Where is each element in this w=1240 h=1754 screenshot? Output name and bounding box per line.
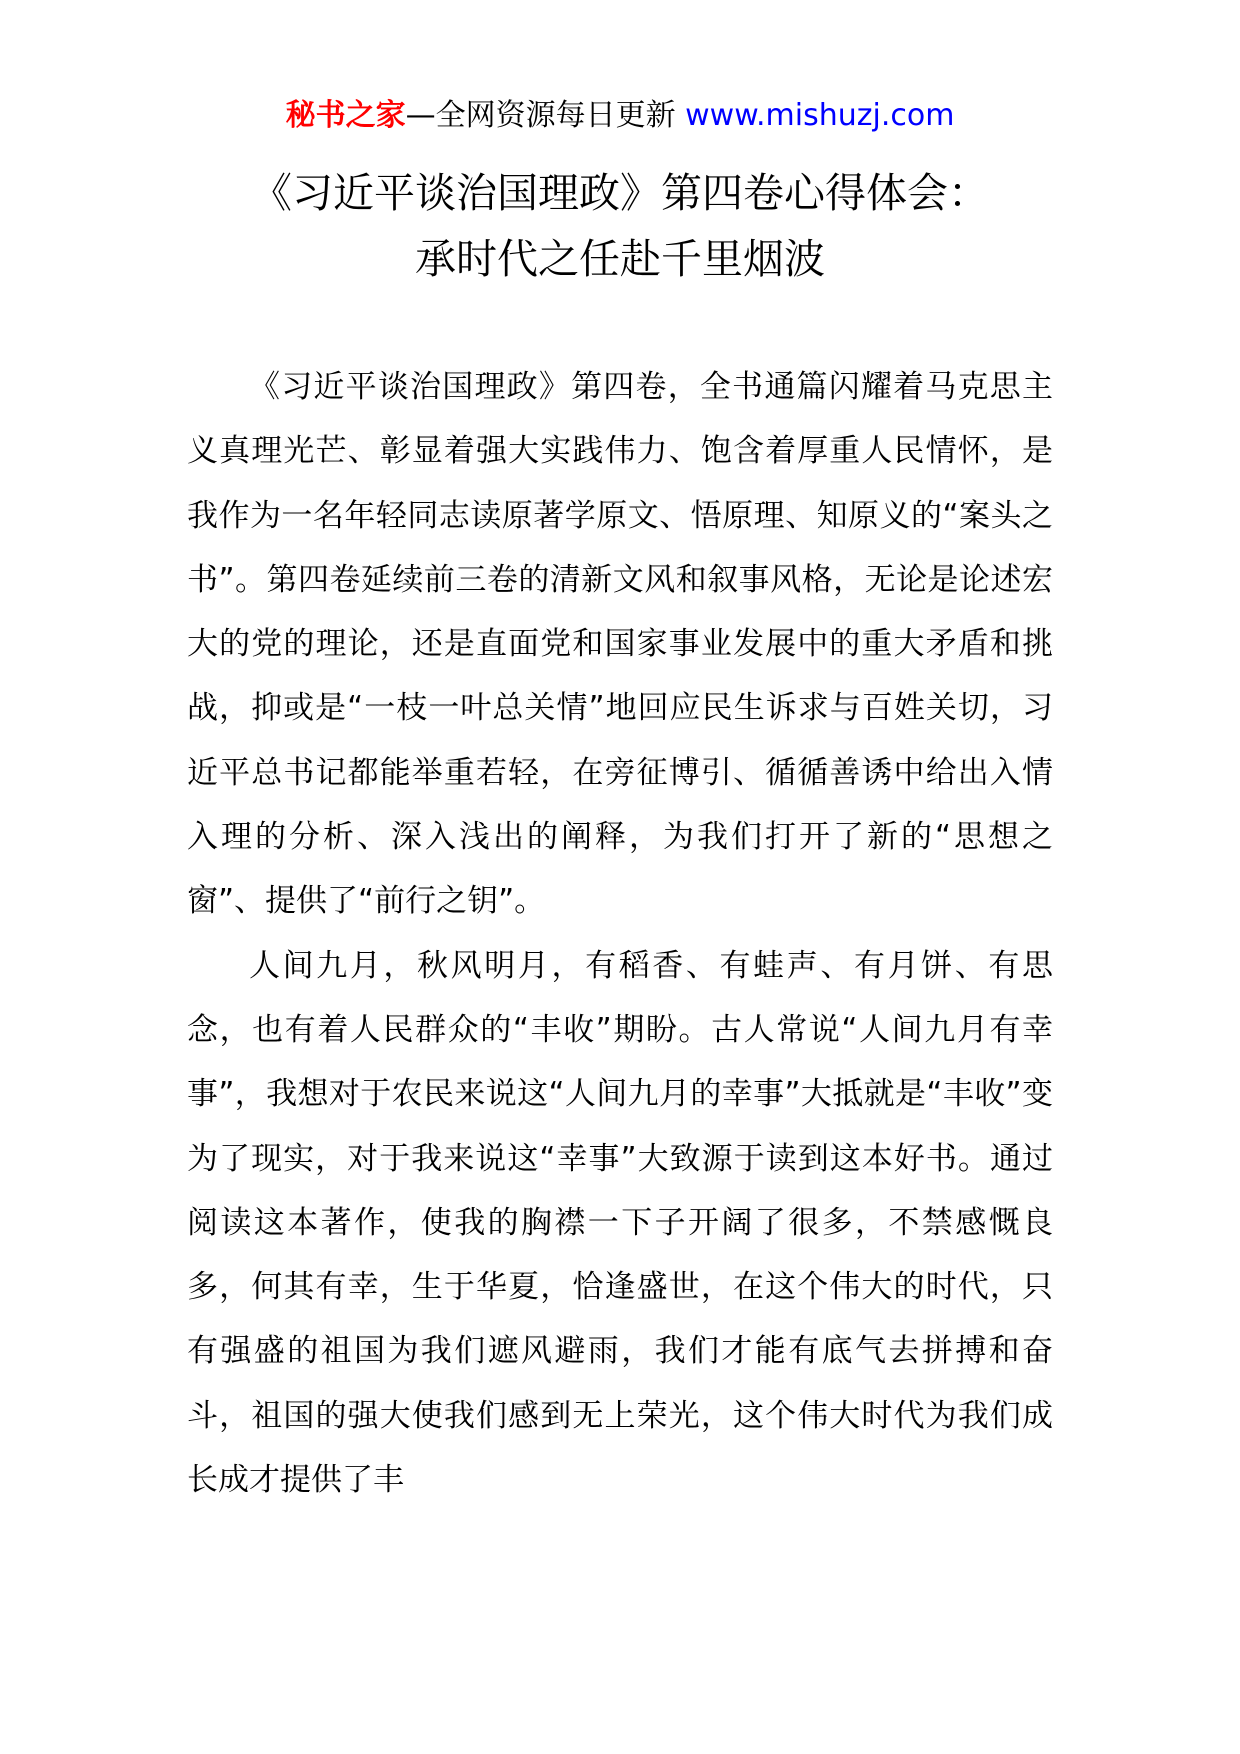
body-paragraph: 人间九月，秋风明月，有稻香、有蛙声、有月饼、有思念，也有着人民群众的“丰收”期盼。古人常说“人间九月有幸事”，我想对于农民来说这“人间九月的幸事”大抵就是“丰收”变为了现实，对于我来说这“幸事”大致源于读到这本好书。通过阅读这本著作，使我的胸襟一下子开阔了很多，不禁感慨良多，何其有幸，生于华夏，恰逢盛世，在这个伟大的时代，只有强盛的祖国为我们遮风避雨，我们才能有底气去拼搏和奋斗，祖国的强大使我们感到无上荣光，这个伟大时代为我们成长成才提供了丰 [187, 947, 1053, 1499]
body-paragraph: 《习近平谈治国理政》第四卷，全书通篇闪耀着马克思主义真理光芒、彰显着强大实践伟力、饱含着厚重人民情怀，是我作为一名年轻同志读原著学原文、悟原理、知原义的“案头之书”。第四卷延续前三卷的清新文风和叙事风格，无论是论述宏大的党的理论，还是直面党和国家事业发展中的重大矛盾和挑战，抑或是“一枝一叶总关情”地回应民生诉求与百姓关切，习近平总书记都能举重若轻，在旁征博引、循循善诱中给出入情入理的分析、深入浅出的阐释，为我们打开了新的“思想之窗”、提供了“前行之钥”。 [187, 369, 1053, 920]
site-url-link[interactable]: www.mishuzj.com [685, 98, 955, 133]
site-banner [0, 96, 1240, 136]
site-brand-name: 秘书之家 [285, 98, 406, 133]
document-body [187, 355, 1053, 1512]
title-line-2: 承时代之任赴千里烟波 [415, 235, 825, 283]
site-tagline: —全网资源每日更新 [405, 98, 676, 133]
document-title [0, 160, 1240, 292]
title-line-1: 《习近平谈治国理政》第四卷心得体会： [251, 169, 989, 217]
